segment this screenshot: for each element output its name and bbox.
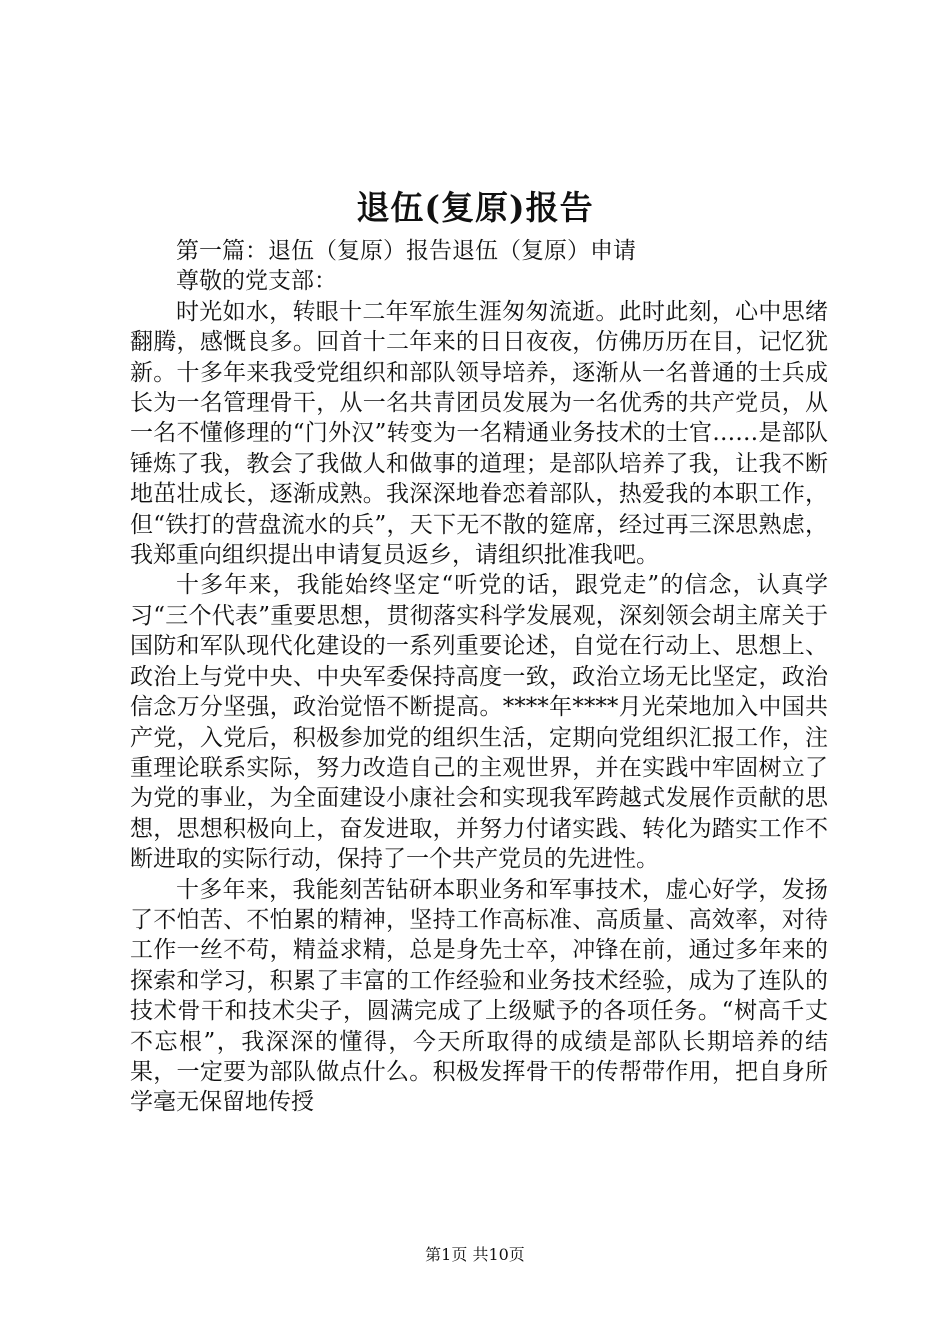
page-footer: 第1页 共10页 (425, 1245, 525, 1264)
body-paragraph: 十多年来，我能刻苦钻研本职业务和军事技术，虚心好学，发扬了不怕苦、不怕累的精神，坚持工作高标准、高质量、高效率，对待工作一丝不苟，精益求精，总是身先士卒，冲锋在前，通过多年来的探索和学习，积累了丰富的工作经验和业务技术经验，成为了连队的技术骨干和技术尖子，圆满完成了上级赋予的各项任务。“树高千丈不忘根”，我深深的懂得，今天所取得的成绩是部队长期培养的结果，一定要为部队做点什么。积极发挥骨干的传帮带作用，把自身所学毫无保留地传授 (130, 876, 828, 1116)
body-paragraph: 十多年来，我能始终坚定“听党的话，跟党走”的信念，认真学习“三个代表”重要思想，贯彻落实科学发展观，深刻领会胡主席关于国防和军队现代化建设的一系列重要论述，自觉在行动上、思想上、政治上与党中央、中央军委保持高度一致，政治立场无比坚定，政治信念万分坚强，政治觉悟不断提高。****年****月光荣地加入中国共产党，入党后，积极参加党的组织生活，定期向党组织汇报工作，注重理论联系实际，努力改造自己的主观世界，并在实践中牢固树立了为党的事业，为全面建设小康社会和实现我军跨越式发展作贡献的思想，思想积极向上，奋发进取，并努力付诸实践、转化为踏实工作不断进取的实际行动，保持了一个共产党员的先进性。 (130, 572, 828, 873)
section-heading: 第一篇：退伍（复原）报告退伍（复原）申请 (176, 238, 636, 264)
body-paragraph: 时光如水，转眼十二年军旅生涯匆匆流逝。此时此刻，心中思绪翻腾，感慨良多。回首十二年来的日日夜夜，仿佛历历在目，记忆犹新。十多年来我受党组织和部队领导培养，逐渐从一名普通的士兵成长为一名管理骨干，从一名共青团员发展为一名优秀的共产党员，从一名不懂修理的“门外汉”转变为一名精通业务技术的士官……是部队锤炼了我，教会了我做人和做事的道理；是部队培养了我，让我不断地茁壮成长，逐渐成熟。我深深地眷恋着部队，热爱我的本职工作，但“铁打的营盘流水的兵”，天下无不散的筵席，经过再三深思熟虑，我郑重向组织提出申请复员返乡，请组织批准我吧。 (130, 298, 828, 569)
salutation: 尊敬的党支部： (176, 268, 337, 295)
document-title: 退伍(复原)报告 (356, 188, 594, 227)
document-body (130, 236, 828, 1118)
